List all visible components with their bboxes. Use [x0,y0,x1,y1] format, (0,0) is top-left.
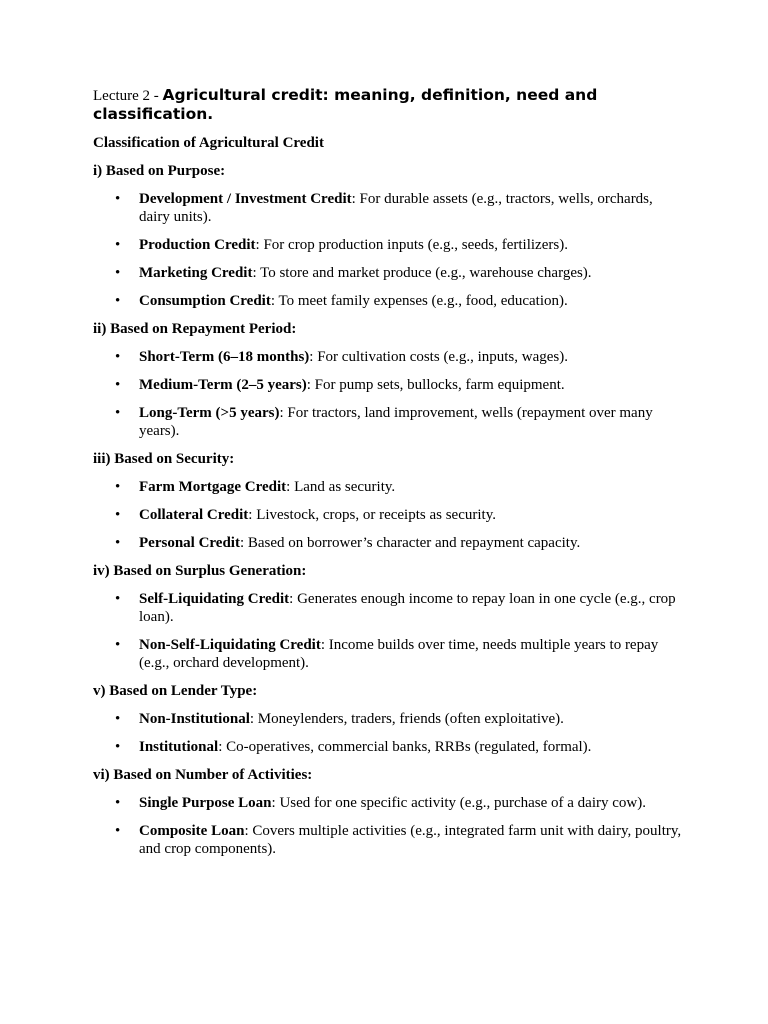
lecture-title [93,86,683,124]
item-description: : Used for one specific activity (e.g., purchase of a dairy cow). [271,795,646,811]
item-description: : Based on borrower’s character and repayment capacity. [239,535,581,551]
group-heading: vi) Based on Number of Activities: [93,767,313,783]
item-term: Consumption Credit [139,293,271,309]
item-description: : To meet family expenses (e.g., food, education). [270,293,568,309]
lecture-title-prefix: Lecture 2 - [93,88,163,104]
list-item [93,636,683,672]
item-term: Marketing Credit [139,265,253,281]
item-description: : For durable assets (e.g., tractors, wells, orchards, dairy units). [139,191,653,225]
group-heading: ii) Based on Repayment Period: [93,321,297,337]
item-term: Non-Self-Liquidating Credit [139,637,321,653]
item-term: Composite Loan [139,823,245,839]
group-list [93,794,683,858]
list-item [93,376,683,394]
list-item [93,822,683,858]
group-list [93,478,683,552]
group-heading: iii) Based on Security: [93,451,235,467]
list-item [93,236,683,254]
list-item [93,794,683,812]
item-term: Farm Mortgage Credit [139,479,287,495]
group-heading: v) Based on Lender Type: [93,683,258,699]
item-description: : Livestock, crops, or receipts as security. [248,507,496,523]
list-item [93,264,683,282]
item-term: Self-Liquidating Credit [139,591,290,607]
item-description: : To store and market produce (e.g., warehouse charges). [252,265,592,281]
item-description: : Covers multiple activities (e.g., integrated farm unit with dairy, poultry, and crop components). [139,823,682,857]
item-term: Medium-Term (2–5 years) [139,377,307,393]
group-list [93,348,683,440]
item-description: : For tractors, land improvement, wells (repayment over many years). [139,405,653,439]
list-item [93,190,683,226]
item-description: : For crop production inputs (e.g., seeds, fertilizers). [255,237,568,253]
list-item [93,590,683,626]
list-item [93,348,683,366]
item-term: Personal Credit [139,535,240,551]
list-item [93,534,683,552]
group-list [93,590,683,672]
lecture-title-text: Agricultural credit: meaning, definition, need and classification. [93,86,598,123]
item-term: Non-Institutional [139,711,250,727]
item-term: Short-Term (6–18 months) [139,349,310,365]
item-description: : For cultivation costs (e.g., inputs, wages). [309,349,568,365]
item-description: : Co-operatives, commercial banks, RRBs (regulated, formal). [218,739,592,755]
list-item [93,710,683,728]
item-description: : Income builds over time, needs multiple years to repay (e.g., orchard development). [139,637,659,671]
item-description: : Land as security. [286,479,396,495]
item-term: Development / Investment Credit [139,191,352,207]
item-term: Long-Term (>5 years) [139,405,280,421]
item-term: Institutional [139,739,219,755]
section-heading: Classification of Agricultural Credit [93,135,324,151]
list-item [93,478,683,496]
list-item [93,506,683,524]
list-item [93,738,683,756]
item-term: Collateral Credit [139,507,249,523]
item-description: : Generates enough income to repay loan in one cycle (e.g., crop loan). [139,591,676,625]
item-description: : For pump sets, bullocks, farm equipment. [306,377,565,393]
document-body [93,86,683,868]
list-item [93,292,683,310]
group-heading: iv) Based on Surplus Generation: [93,563,307,579]
group-heading: i) Based on Purpose: [93,163,226,179]
group-list [93,190,683,310]
item-description: : Moneylenders, traders, friends (often exploitative). [249,711,564,727]
classification-groups [93,162,683,858]
item-term: Production Credit [139,237,256,253]
item-term: Single Purpose Loan [139,795,272,811]
group-list [93,710,683,756]
list-item [93,404,683,440]
